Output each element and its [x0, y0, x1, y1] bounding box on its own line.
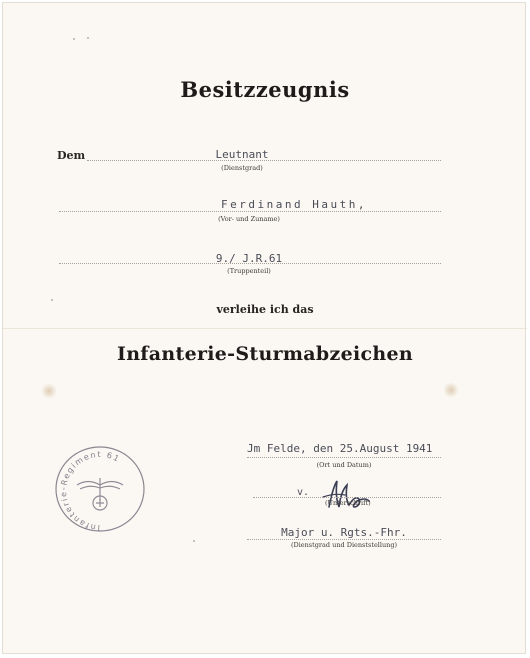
- signature-caption: (Unterschrift): [325, 499, 371, 507]
- paper-speck: [73, 38, 75, 40]
- signature-dotted-line: [253, 497, 441, 498]
- place-date-dotted-line: [247, 457, 441, 458]
- unit-value: 9./ J.R.61: [215, 252, 283, 265]
- position-dotted-line: [247, 539, 441, 540]
- award-intro: verleihe ich das: [216, 303, 314, 316]
- award-name: Infanterie-Sturmabzeichen: [117, 343, 413, 365]
- name-caption: (Vor- und Zuname): [218, 215, 280, 223]
- regimental-stamp: [55, 445, 145, 533]
- rank-value: Leutnant: [215, 148, 269, 161]
- place-date-value: Jm Felde, den 25.August 1941: [247, 442, 433, 455]
- position-value: Major u. Rgts.-Fhr.: [281, 526, 407, 539]
- paper-fold: [3, 328, 527, 329]
- place-date-caption: (Ort und Datum): [316, 461, 372, 469]
- certificate-page: [2, 2, 526, 654]
- paper-stain: [443, 382, 459, 398]
- stamp-text: Infanterie-Regiment 61: [58, 449, 122, 533]
- signature-prefix: v.: [297, 487, 310, 498]
- rank-caption: (Dienstgrad): [221, 164, 263, 172]
- paper-speck: [51, 299, 53, 301]
- name-value: Ferdinand Hauth,: [221, 198, 367, 211]
- position-caption: (Dienstgrad und Dienststellung): [290, 541, 398, 549]
- document-title: Besitzzeugnis: [180, 77, 350, 102]
- unit-caption: (Truppenteil): [227, 267, 271, 275]
- paper-speck: [193, 540, 195, 542]
- recipient-prefix: Dem: [57, 149, 86, 162]
- name-dotted-line: [59, 211, 441, 212]
- eagle-emblem: [77, 478, 123, 510]
- paper-stain: [41, 383, 57, 399]
- paper-speck: [87, 37, 89, 39]
- svg-text:Infanterie-Regiment 61: [59, 450, 122, 532]
